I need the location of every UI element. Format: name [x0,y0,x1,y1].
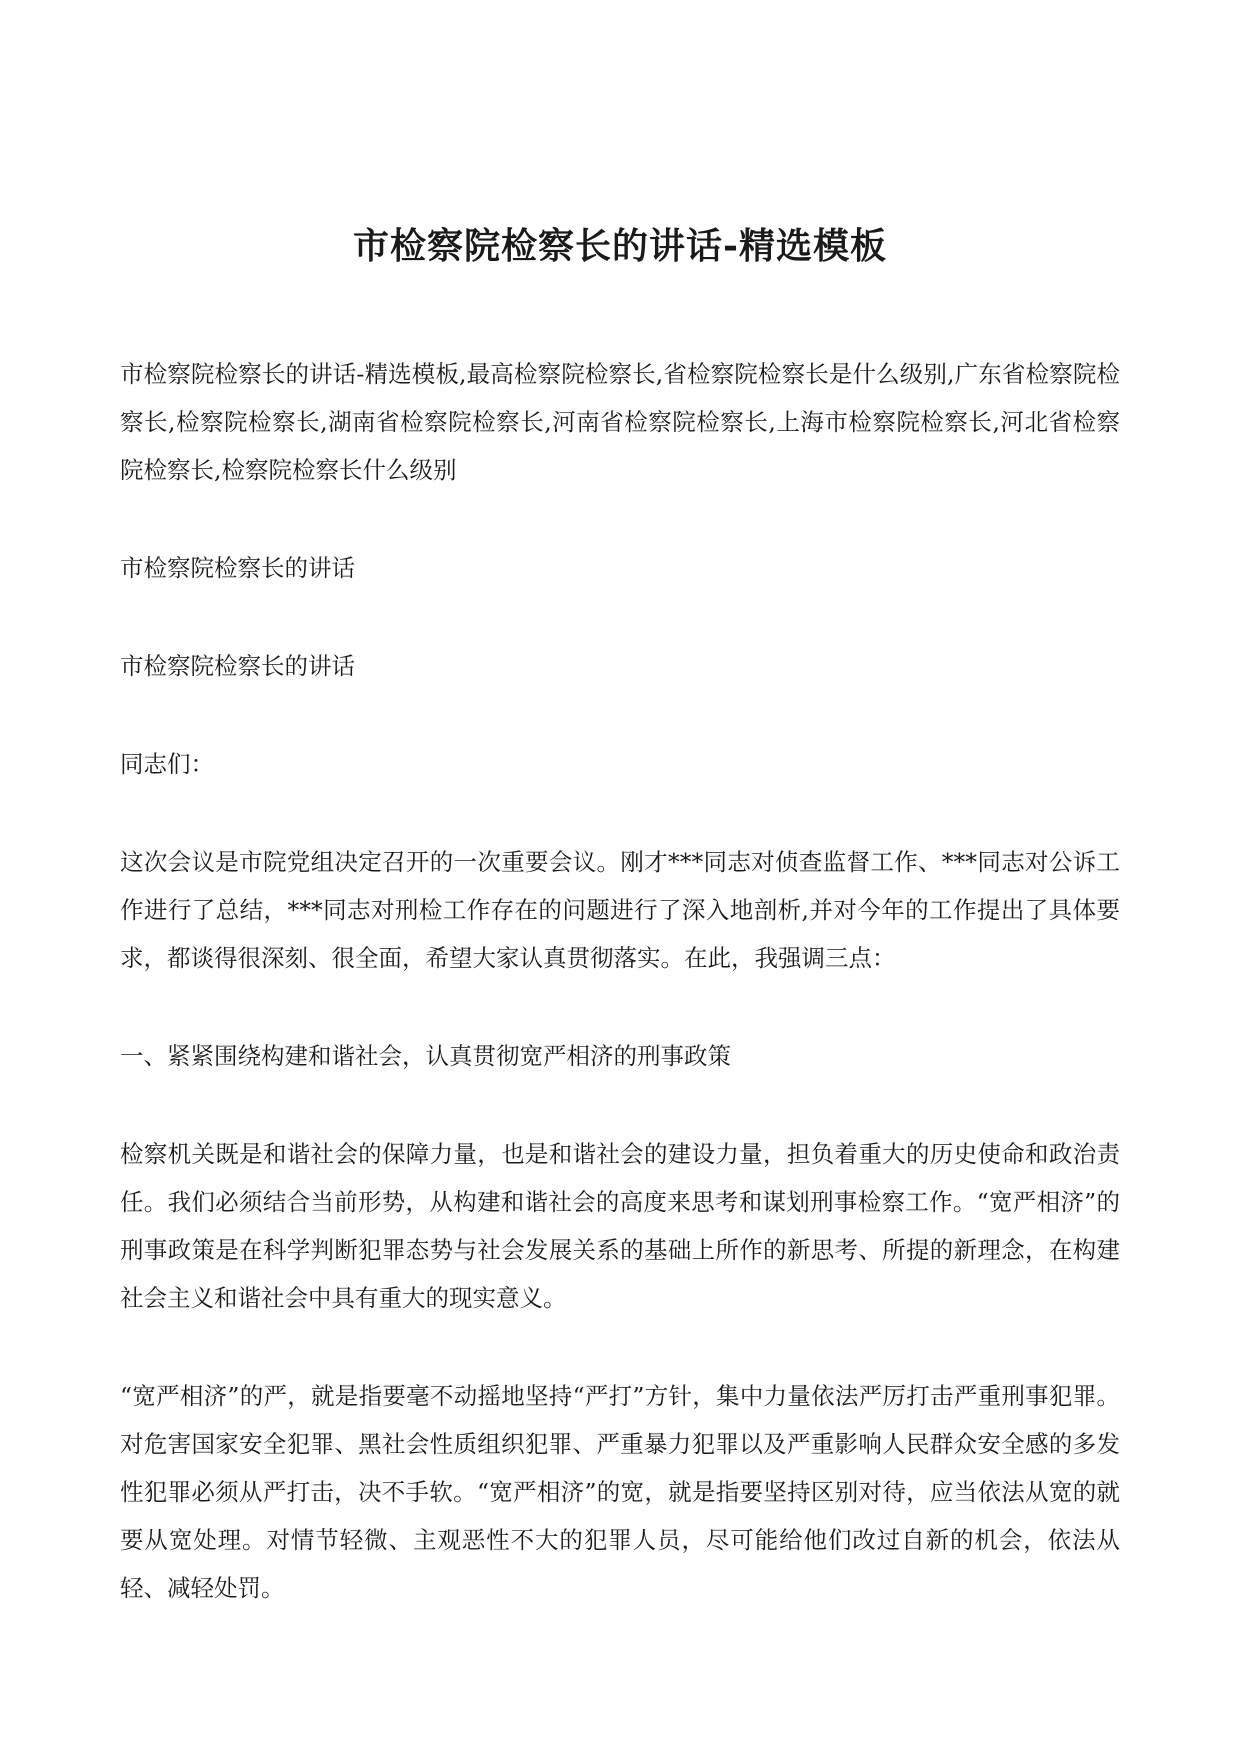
document-body [120,350,1120,1662]
subtitle-paragraph: 市检察院检察长的讲话 [120,554,355,582]
body-paragraph: 这次会议是市院党组决定召开的一次重要会议。刚才***同志对侦查监督工作、***同志对公诉工作进行了总结，***同志对刑检工作存在的问题进行了深入地剖析,并对今年的工作提出了具体要求，都谈得很深刻、很全面，希望大家认真贯彻落实。在此，我强调三点： [120,848,1120,972]
section-heading: 一、紧紧围绕构建和谐社会，认真贯彻宽严相济的刑事政策 [120,1042,731,1070]
body-paragraph: “宽严相济”的严，就是指要毫不动摇地坚持“严打”方针，集中力量依法严厉打击严重刑事犯罪。对危害国家安全犯罪、黑社会性质组织犯罪、严重暴力犯罪以及严重影响人民群众安全感的多发性犯罪必须从严打击，决不手软。“宽严相济”的宽，就是指要坚持区别对待，应当依法从宽的就要从宽处理。对情节轻微、主观恶性不大的犯罪人员，尽可能给他们改过自新的机会，依法从轻、减轻处罚。 [120,1382,1120,1602]
keywords-paragraph: 市检察院检察长的讲话-精选模板,最高检察院检察长,省检察院检察长是什么级别,广东省检察院检察长,检察院检察长,湖南省检察院检察长,河南省检察院检察长,上海市检察院检察长,河北省检察院检察长,检察院检察长什么级别 [120,360,1120,484]
body-paragraph: 检察机关既是和谐社会的保障力量，也是和谐社会的建设力量，担负着重大的历史使命和政治责任。我们必须结合当前形势，从构建和谐社会的高度来思考和谋划刑事检察工作。“宽严相济”的刑事政策是在科学判断犯罪态势与社会发展关系的基础上所作的新思考、所提的新理念，在构建社会主义和谐社会中具有重大的现实意义。 [120,1140,1120,1312]
subtitle-paragraph: 市检察院检察长的讲话 [120,652,355,680]
document-title: 市检察院检察长的讲话-精选模板 [353,225,887,267]
salutation-paragraph: 同志们： [120,750,214,778]
